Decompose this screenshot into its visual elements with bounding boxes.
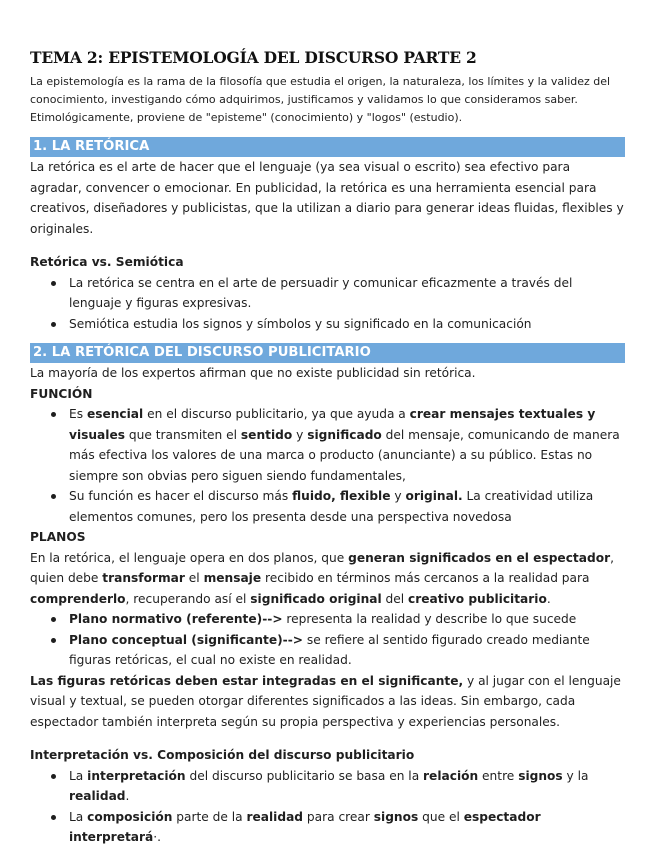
planos-list (30, 609, 625, 671)
bullet-icon (51, 774, 56, 779)
retorica-paragraph: La retórica es el arte de hacer que el lenguaje (ya sea visual o escrito) sea efectivo para agradar, convencer o emocionar. En publicidad, la retórica es una herramienta esencial para creativos, diseñadores y publicistas, que la utilizan a diario para generar ideas fluidas, flexibles y originales. (30, 160, 624, 236)
retorica-semiotica-list (30, 273, 625, 335)
section-heading-discurso-publicitario: 2. LA RETÓRICA DEL DISCURSO PUBLICITARIO (30, 343, 625, 363)
intro-paragraph: La epistemología es la rama de la filosofía que estudia el origen, la naturaleza, los límites y la validez del conocimiento, investigando cómo adquirimos, justificamos y validamos lo que consideramos saber. Etimológicamente, proviene de "episteme" (conocimiento) y "logos" (estudio). (30, 75, 611, 124)
planos-label: PLANOS (30, 530, 86, 544)
bullet-icon (51, 815, 56, 820)
section-heading-retorica: 1. LA RETÓRICA (30, 137, 625, 157)
figuras-paragraph: Las figuras retóricas deben estar integradas en el significante, y al jugar con el lenguaje visual y textual, se pueden otorgar diferentes significados a las ideas. Sin embargo, cada espectador también interpreta según su propia perspectiva y experiencias personales. (30, 673, 621, 729)
list-item: Plano conceptual (significante)--> se refiere al sentido figurado creado mediante figuras retóricas, el cual no existe en realidad. (30, 630, 625, 671)
interpretacion-list (30, 766, 625, 848)
list-item: La composición parte de la realidad para crear signos que el espectador interpretará·. (30, 807, 625, 848)
funcion-label: FUNCIÓN (30, 386, 93, 401)
list-item: La retórica se centra en el arte de persuadir y comunicar eficazmente a través del lenguaje y figuras expresivas. (30, 273, 625, 314)
planos-paragraph: En la retórica, el lenguaje opera en dos planos, que generan significados en el espectador, quien debe transformar el mensaje recibido en términos más cercanos a la realidad para comprenderlo, recuperando así el significado original del creativo publicitario. (30, 550, 614, 606)
bullet-icon (51, 638, 56, 643)
list-item: Plano normativo (referente)--> representa la realidad y describe lo que sucede (30, 609, 625, 630)
bullet-icon (51, 412, 56, 417)
bullet-icon (51, 281, 56, 286)
retorica-vs-semiotica-heading: Retórica vs. Semiótica (30, 255, 184, 269)
list-item: Su función es hacer el discurso más fluido, flexible y original. La creatividad utiliza elementos comunes, pero los presenta desde una perspectiva novedosa (30, 486, 625, 527)
bullet-icon (51, 322, 56, 327)
bullet-icon (51, 494, 56, 499)
interpretacion-composicion-heading: Interpretación vs. Composición del discurso publicitario (30, 748, 415, 762)
list-item: La interpretación del discurso publicitario se basa en la relación entre signos y la realidad. (30, 766, 625, 807)
list-item: Es esencial en el discurso publicitario, ya que ayuda a crear mensajes textuales y visuales que transmiten el sentido y significado del mensaje, comunicando de manera más efectiva los valores de una marca o producto (anunciante) a su público. Estas no siempre son obvias pero siguen siendo fundamentales, (30, 404, 625, 486)
bullet-icon (51, 617, 56, 622)
page-title: TEMA 2: EPISTEMOLOGÍA DEL DISCURSO PARTE 2 (30, 48, 477, 67)
funcion-list (30, 404, 625, 527)
list-item: Semiótica estudia los signos y símbolos y su significado en la comunicación (30, 314, 625, 335)
lead-paragraph: La mayoría de los expertos afirman que no existe publicidad sin retórica. (30, 366, 476, 380)
